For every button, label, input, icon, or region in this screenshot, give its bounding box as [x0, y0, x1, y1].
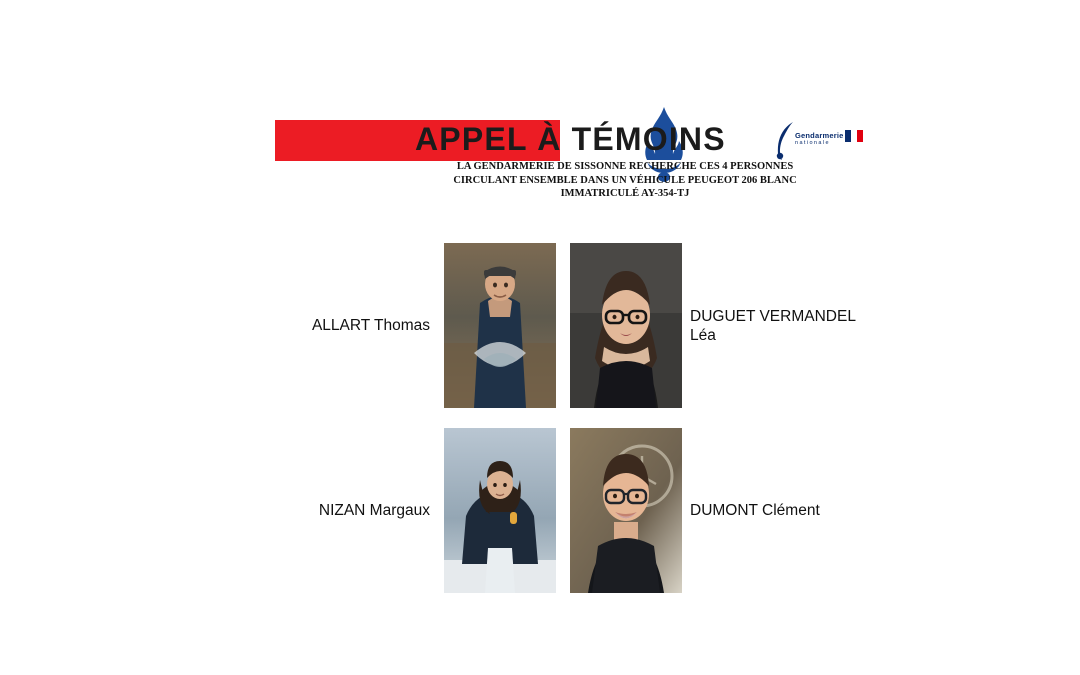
person-name: DUGUET VERMANDEL Léa: [690, 307, 856, 344]
person-photo: [570, 243, 682, 408]
person-photo: [444, 243, 556, 408]
person-card: [280, 428, 556, 593]
subtitle-line-1: LA GENDARMERIE DE SISSONNE RECHERCHE CES 4 PERSONNES: [456, 161, 794, 172]
poster-header: [275, 105, 865, 210]
french-flag-icon: [845, 130, 863, 142]
subtitle-line-3: IMMATRICULÉ AY-354-TJ: [560, 188, 690, 199]
swoosh-icon: [775, 121, 797, 161]
person-name: NIZAN Margaux: [318, 502, 430, 519]
persons-grid: [280, 243, 860, 608]
gendarmerie-nationale-logo: [775, 119, 865, 167]
brand-subtitle: nationale: [795, 140, 830, 146]
person-card: [570, 428, 865, 593]
person-card: [280, 243, 556, 408]
person-photo: [444, 428, 556, 593]
subtitle-line-2: CIRCULANT ENSEMBLE DANS UN VÉHICULE PEUGEOT 206 BLANC: [453, 174, 797, 186]
brand-name: Gendarmerie: [795, 131, 844, 140]
person-name: DUMONT Clément: [690, 502, 820, 519]
person-card: [570, 243, 865, 408]
person-name: ALLART Thomas: [311, 317, 430, 334]
poster-subtitle: [415, 160, 835, 201]
person-photo: [570, 428, 682, 593]
page-title: APPEL À TÉMOINS: [415, 121, 726, 157]
